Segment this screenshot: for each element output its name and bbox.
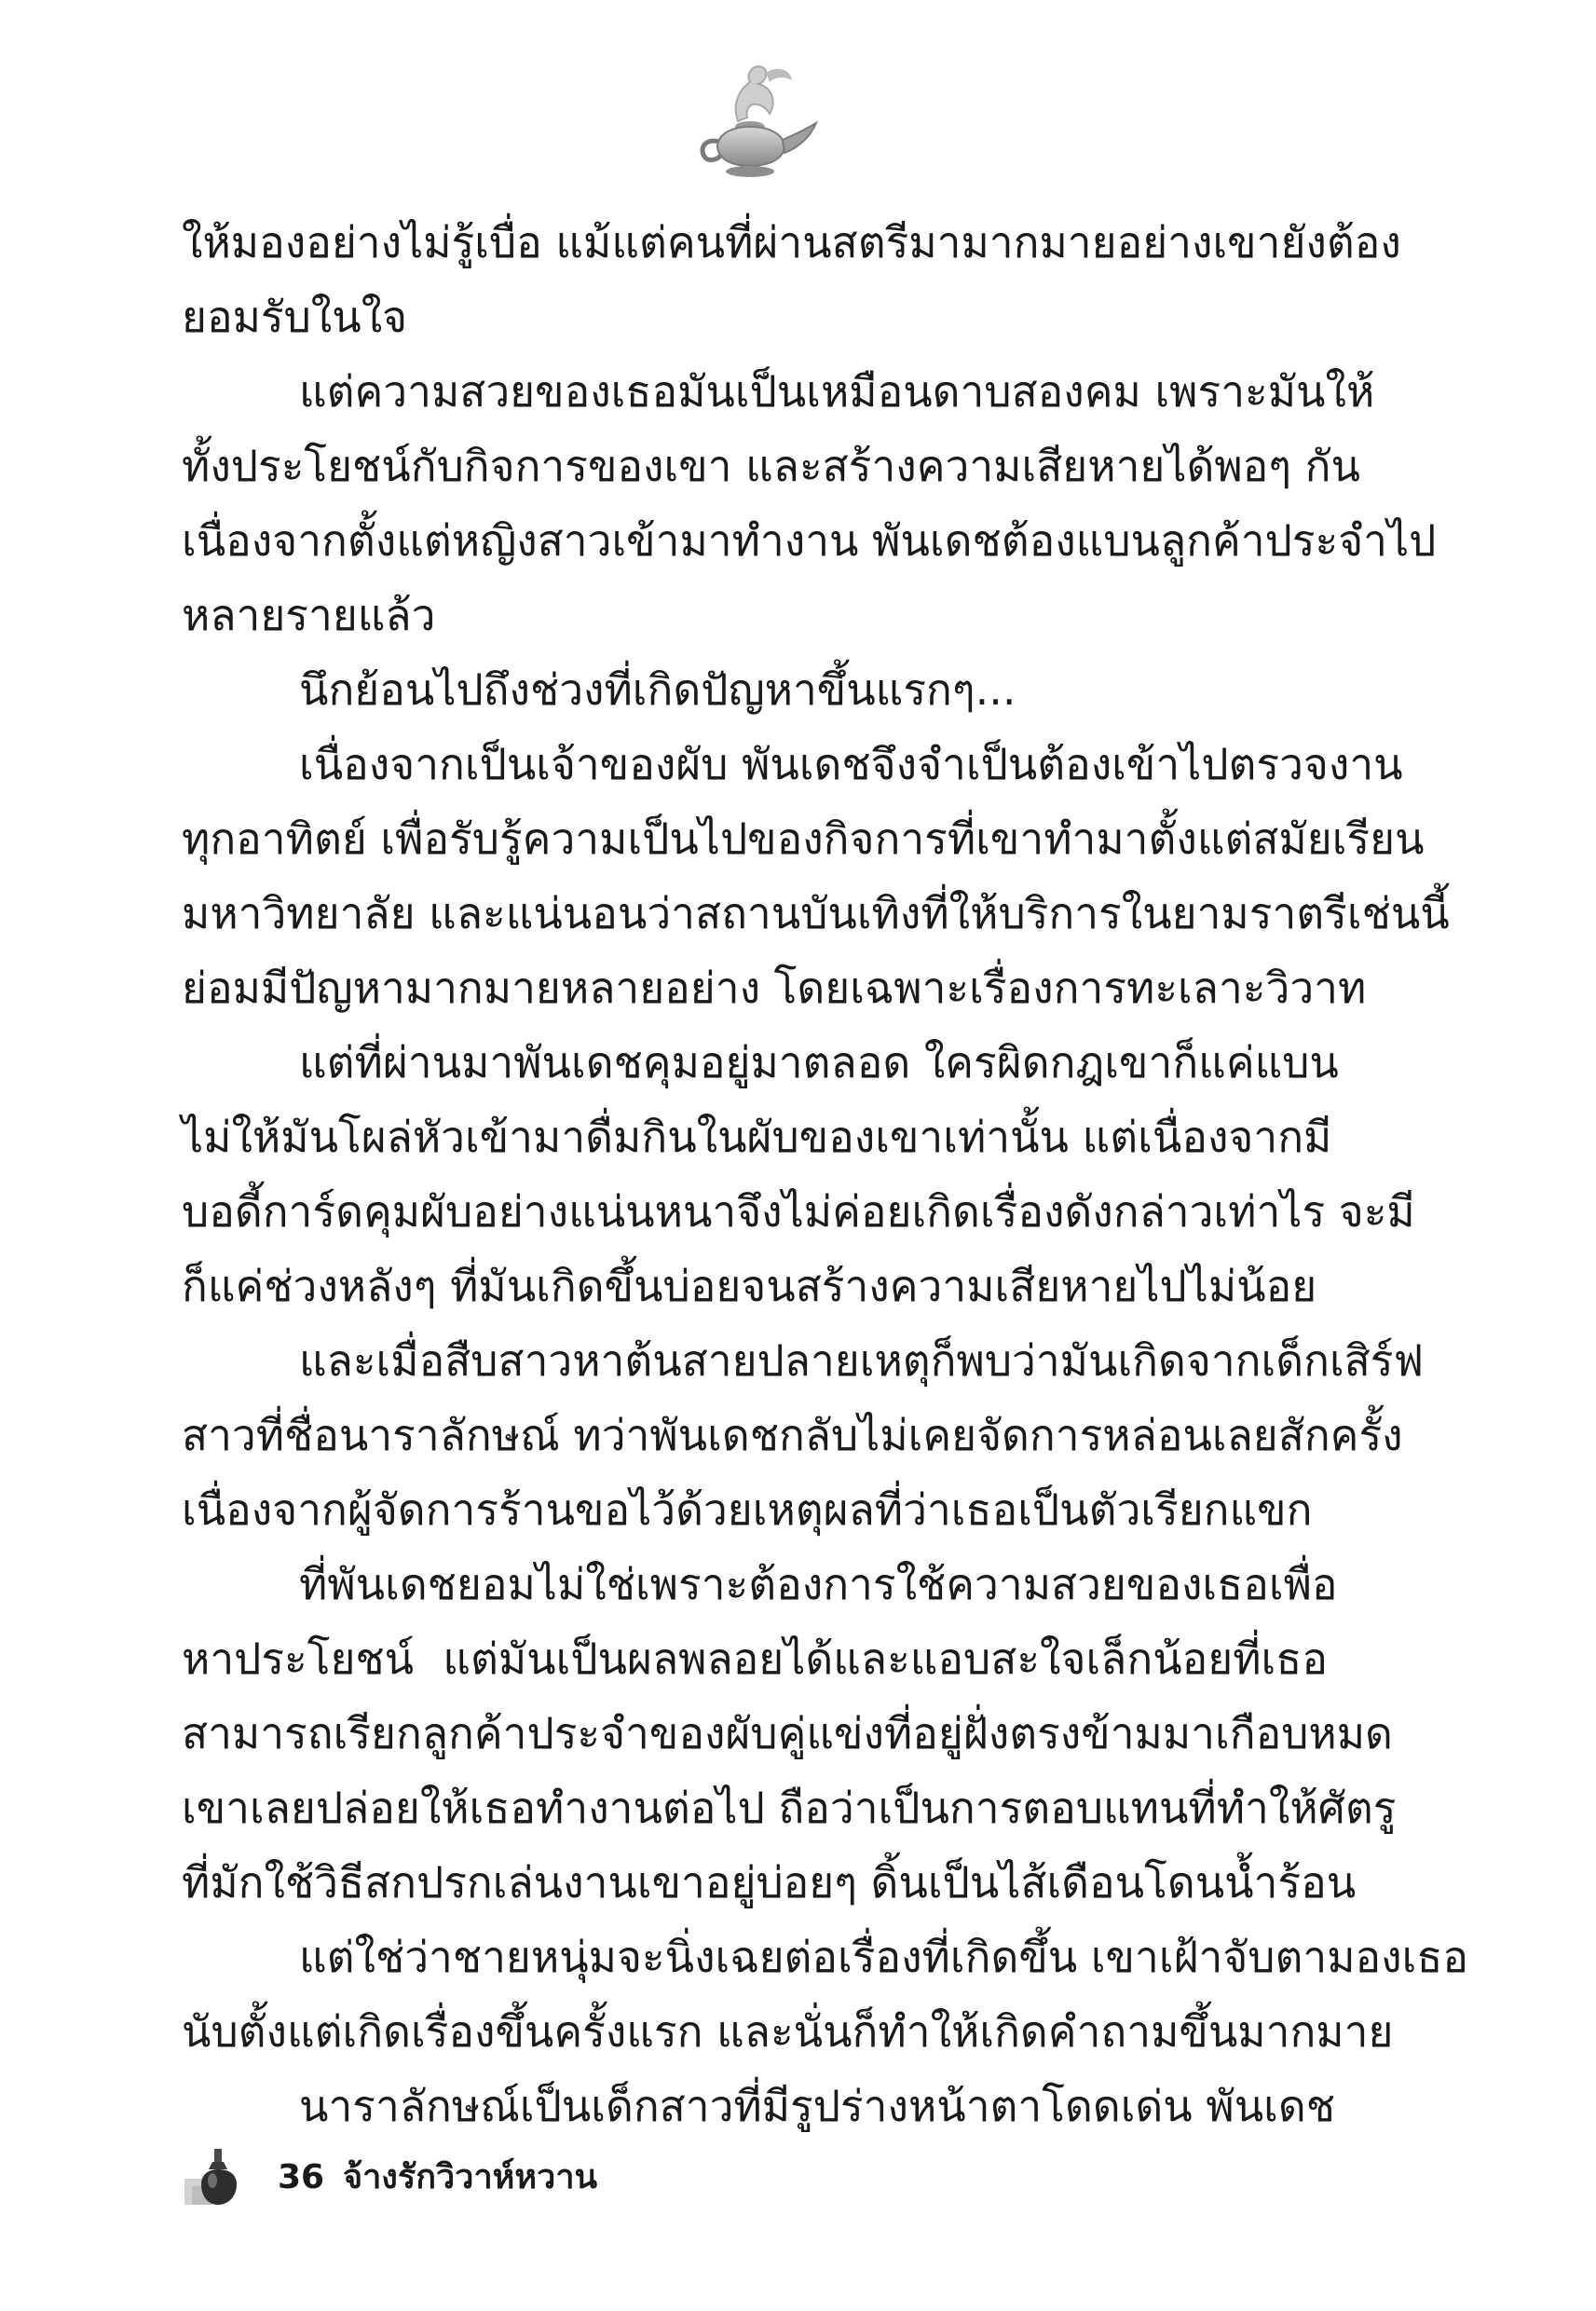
text-line: ไม่ให้มันโผล่หัวเข้ามาดื่มกินในผับของเขาเท่านั้น แต่เนื่องจากมี: [182, 1112, 1332, 1162]
text-line: แต่ที่ผ่านมาพันเดชคุมอยู่มาตลอด ใครผิดกฎเขาก็แค่แบน: [299, 1037, 1339, 1087]
page-number: 36: [278, 2158, 325, 2196]
text-line: หาประโยชน์ แต่มันเป็นผลพลอยได้และแอบสะใจเล็กน้อยที่เธอ: [182, 1634, 1328, 1684]
text-line: เนื่องจากตั้งแต่หญิงสาวเข้ามาทำงาน พันเดชต้องแบนลูกค้าประจำไป: [182, 515, 1437, 566]
genie-lamp-icon: [680, 56, 820, 186]
text-line: เนื่องจากผู้จัดการร้านขอไว้ด้วยเหตุผลที่ว่าเธอเป็นตัวเรียกแขก: [182, 1484, 1313, 1535]
text-line: ที่พันเดชยอมไม่ใช่เพราะต้องการใช้ความสวยของเธอเพื่อ: [299, 1559, 1338, 1609]
text-line: สาวที่ชื่อนาราลักษณ์ ทว่าพันเดชกลับไม่เคยจัดการหล่อนเลยสักครั้ง: [182, 1410, 1403, 1460]
text-line: นาราลักษณ์เป็นเด็กสาวที่มีรูปร่างหน้าตาโดดเด่น พันเดช: [299, 2081, 1335, 2131]
page-footer: [184, 2143, 837, 2208]
text-line: แต่ความสวยของเธอมันเป็นเหมือนดาบสองคม เพราะมันให้: [299, 366, 1375, 417]
text-line: สามารถเรียกลูกค้าประจำของผับคู่แข่งที่อยู่ฝั่งตรงข้ามมาเกือบหมด: [182, 1708, 1393, 1758]
body-text: [182, 205, 1469, 2134]
text-line: บอดี้การ์ดคุมผับอย่างแน่นหนาจึงไม่ค่อยเกิดเรื่องดังกล่าวเท่าไร จะมี: [182, 1186, 1415, 1237]
text-line: ก็แค่ช่วงหลังๆ ที่มันเกิดขึ้นบ่อยจนสร้างความเสียหายไปไม่น้อย: [182, 1261, 1317, 1311]
text-line: นึกย้อนไปถึงช่วงที่เกิดปัญหาขึ้นแรกๆ...: [299, 664, 1016, 715]
text-line: ย่อมมีปัญหามากมายหลายอย่าง โดยเฉพาะเรื่องการทะเลาะวิวาท: [182, 963, 1367, 1013]
text-line: เนื่องจากเป็นเจ้าของผับ พันเดชจึงจำเป็นต้องเข้าไปตรวจงาน: [299, 739, 1403, 789]
text-line: ยอมรับในใจ: [182, 292, 408, 342]
perfume-bottle-icon: [184, 2143, 250, 2208]
text-line: ทั้งประโยชน์กับกิจการของเขา และสร้างความเสียหายได้พอๆ กัน: [182, 441, 1360, 491]
text-line: ให้มองอย่างไม่รู้เบื่อ แม้แต่คนที่ผ่านสตรีมามากมายอย่างเขายังต้อง: [182, 217, 1401, 267]
text-line: มหาวิทยาลัย และแน่นอนว่าสถานบันเทิงที่ให้บริการในยามราตรีเช่นนี้: [182, 888, 1450, 938]
text-line: ที่มักใช้วิธีสกปรกเล่นงานเขาอยู่บ่อยๆ ดิ้นเป็นไส้เดือนโดนน้ำร้อน: [182, 1857, 1357, 1908]
text-line: ทุกอาทิตย์ เพื่อรับรู้ความเป็นไปของกิจการที่เขาทำมาตั้งแต่สมัยเรียน: [182, 814, 1425, 864]
text-line: และเมื่อสืบสาวหาต้นสายปลายเหตุก็พบว่ามันเกิดจากเด็กเสิร์ฟ: [299, 1335, 1425, 1386]
book-title: จ้างรักวิวาห์หวาน: [343, 2158, 598, 2196]
text-line: เขาเลยปล่อยให้เธอทำงานต่อไป ถือว่าเป็นการตอบแทนที่ทำให้ศัตรู: [182, 1783, 1397, 1833]
text-line: หลายรายแล้ว: [182, 590, 436, 640]
text-line: แต่ใช่ว่าชายหนุ่มจะนิ่งเฉยต่อเรื่องที่เกิดขึ้น เขาเฝ้าจับตามองเธอ: [299, 1932, 1469, 1982]
text-line: นับตั้งแต่เกิดเรื่องขึ้นครั้งแรก และนั่นก็ทำให้เกิดคำถามขึ้นมากมาย: [182, 2006, 1394, 2057]
